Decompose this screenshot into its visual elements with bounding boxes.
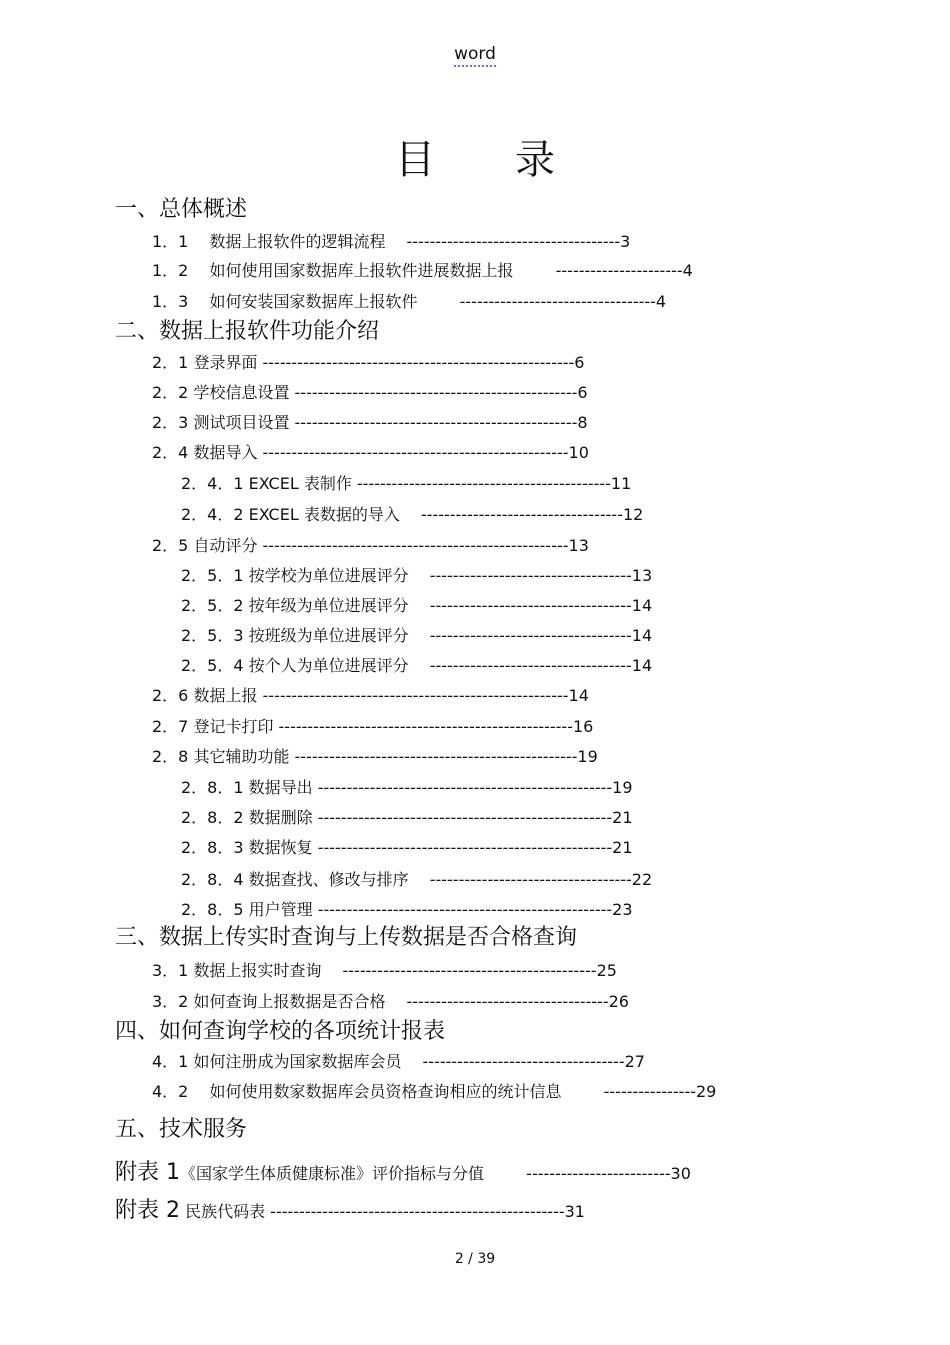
toc-section-heading[interactable]: 一、总体概述 xyxy=(115,197,248,222)
page-number: 2 / 39 xyxy=(454,1251,496,1267)
page-header xyxy=(0,44,950,64)
toc-subentry[interactable]: 2．8．5 用户管理 ---------------------------------------------------23 xyxy=(181,900,633,919)
toc-entry[interactable]: 2．2 学校信息设置 -------------------------------------------------6 xyxy=(152,383,588,402)
appendix-title: 《国家学生体质健康标准》评价指标与分值 -------------------------30 xyxy=(180,1164,691,1183)
toc-entry[interactable]: 2．3 测试项目设置 -------------------------------------------------8 xyxy=(152,413,588,432)
toc-entry[interactable]: 2．6 数据上报 -----------------------------------------------------14 xyxy=(152,686,589,705)
toc-entry[interactable]: 1．1 数据上报软件的逻辑流程 -------------------------------------3 xyxy=(152,232,631,251)
toc-subentry[interactable]: 2．8．1 数据导出 ---------------------------------------------------19 xyxy=(181,778,633,797)
toc-subentry[interactable]: 2．5．1 按学校为单位进展评分 -----------------------------------13 xyxy=(181,566,653,585)
toc-entry[interactable]: 3．2 如何查询上报数据是否合格 -----------------------------------26 xyxy=(152,992,629,1011)
toc-appendix-entry[interactable] xyxy=(115,1155,691,1186)
appendix-label: 附表 1 xyxy=(115,1160,180,1185)
appendix-label: 附表 2 xyxy=(115,1198,180,1223)
toc-entry[interactable]: 1．3 如何安装国家数据库上报软件 ----------------------------------4 xyxy=(152,292,667,311)
toc-entry[interactable]: 3．1 数据上报实时查询 --------------------------------------------25 xyxy=(152,961,617,980)
page-title: 目录 xyxy=(395,137,635,183)
toc-subentry[interactable]: 2．5．4 按个人为单位进展评分 -----------------------------------14 xyxy=(181,656,653,675)
toc-subentry[interactable]: 2．8．4 数据查找、修改与排序 -----------------------------------22 xyxy=(181,870,653,889)
toc-entry[interactable]: 2．5 自动评分 -----------------------------------------------------13 xyxy=(152,536,589,555)
toc-entry[interactable]: 4．2 如何使用数家数据库会员资格查询相应的统计信息 ----------------29 xyxy=(152,1082,717,1101)
toc-entry[interactable]: 1．2 如何使用国家数据库上报软件进展数据上报 ----------------------4 xyxy=(152,261,693,280)
toc-subentry[interactable]: 2．5．3 按班级为单位进展评分 -----------------------------------14 xyxy=(181,626,653,645)
toc-entry[interactable]: 2．7 登记卡打印 ---------------------------------------------------16 xyxy=(152,717,594,736)
toc-entry[interactable]: 2．4 数据导入 -----------------------------------------------------10 xyxy=(152,443,589,462)
toc-subentry[interactable]: 2．4．1 EXCEL 表制作 --------------------------------------------11 xyxy=(181,474,632,493)
appendix-title: 民族代码表 ---------------------------------------------------31 xyxy=(180,1202,585,1221)
toc-entry[interactable]: 4．1 如何注册成为国家数据库会员 -----------------------------------27 xyxy=(152,1052,645,1071)
toc-subentry[interactable]: 2．5．2 按年级为单位进展评分 -----------------------------------14 xyxy=(181,596,653,615)
toc-subentry[interactable]: 2．8．3 数据恢复 ---------------------------------------------------21 xyxy=(181,838,633,857)
toc-entry[interactable]: 2．1 登录界面 ------------------------------------------------------6 xyxy=(152,353,585,372)
toc-appendix-entry[interactable] xyxy=(115,1193,585,1224)
toc-subentry[interactable]: 2．8．2 数据删除 ---------------------------------------------------21 xyxy=(181,808,633,827)
toc-section-heading[interactable]: 二、数据上报软件功能介绍 xyxy=(115,319,380,344)
toc-entry[interactable]: 2．8 其它辅助功能 -------------------------------------------------19 xyxy=(152,747,598,766)
header-word-link[interactable]: word xyxy=(454,44,496,67)
toc-section-heading[interactable]: 三、数据上传实时查询与上传数据是否合格查询 xyxy=(115,925,578,950)
toc-subentry[interactable]: 2．4．2 EXCEL 表数据的导入 -----------------------------------12 xyxy=(181,505,644,524)
toc-section-heading[interactable]: 五、技术服务 xyxy=(115,1117,248,1142)
toc-section-heading[interactable]: 四、如何查询学校的各项统计报表 xyxy=(115,1019,446,1044)
